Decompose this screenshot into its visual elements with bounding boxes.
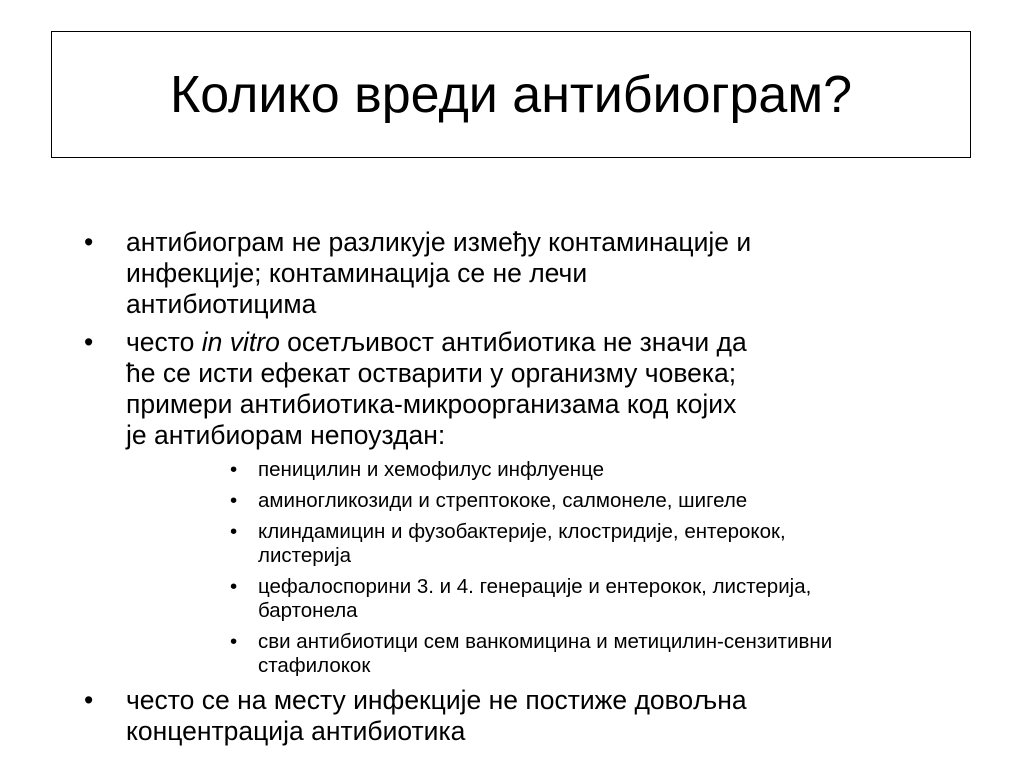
- bullet-item: [84, 327, 964, 678]
- bullet-item: [84, 685, 964, 747]
- sub-bullet-line: цефалоспорини 3. и 4. генерације и ентерокок, листерија,: [258, 575, 812, 598]
- italic-term: in vitro: [201, 327, 280, 357]
- sub-bullet-line: листерија: [258, 544, 352, 567]
- slide-body: [84, 227, 964, 754]
- bullet-marker: •: [84, 227, 94, 257]
- sub-bullet-marker: •: [230, 630, 238, 653]
- sub-bullet-marker: •: [230, 520, 238, 543]
- sub-bullet-item: [230, 489, 964, 513]
- sub-bullet-line: аминогликозиди и стрептококе, салмонеле, шигеле: [258, 489, 748, 512]
- bullet-text-prefix: често: [126, 327, 202, 357]
- bullet-line: концентрација антибиотика: [126, 716, 466, 746]
- bullet-line: ће се исти ефекат остварити у организму човека;: [126, 358, 737, 388]
- slide-title: Колико вреди антибиограм?: [169, 65, 853, 124]
- bullet-line: примери антибиотика-микроорганизама код којих: [126, 389, 737, 419]
- sub-bullet-line: пеницилин и хемофилус инфлуенце: [258, 458, 605, 481]
- bullet-text-suffix: осетљивост антибиотика не значи да: [279, 327, 747, 357]
- sub-bullet-item: [230, 458, 964, 482]
- sub-bullet-line: сви антибиотици сем ванкомицина и метицилин-сензитивни: [258, 630, 833, 653]
- sub-bullet-marker: •: [230, 575, 238, 598]
- bullet-line: је антибиорам непоуздан:: [126, 420, 446, 450]
- sub-bullet-item: [230, 520, 964, 568]
- bullet-marker: •: [84, 327, 94, 357]
- sub-bullet-list: [126, 458, 964, 678]
- bullet-line: антибиограм не разликује између контаминације и: [126, 227, 752, 257]
- bullet-item: [84, 227, 964, 320]
- slide-title-box: [51, 31, 971, 158]
- sub-bullet-item: [230, 630, 964, 678]
- bullet-line: антибиотицима: [126, 289, 317, 319]
- sub-bullet-marker: •: [230, 489, 238, 512]
- sub-bullet-line: бартонела: [258, 599, 358, 622]
- bullet-line: инфекције; контаминација се не лечи: [126, 258, 588, 288]
- bullet-line: [126, 327, 964, 358]
- bullet-line: често се на месту инфекције не постиже довољна: [126, 685, 747, 715]
- sub-bullet-marker: •: [230, 458, 238, 481]
- sub-bullet-line: клиндамицин и фузобактерије, клостридије, ентерокок,: [258, 520, 786, 543]
- sub-bullet-item: [230, 575, 964, 623]
- sub-bullet-line: стафилокок: [258, 654, 371, 677]
- bullet-marker: •: [84, 685, 94, 715]
